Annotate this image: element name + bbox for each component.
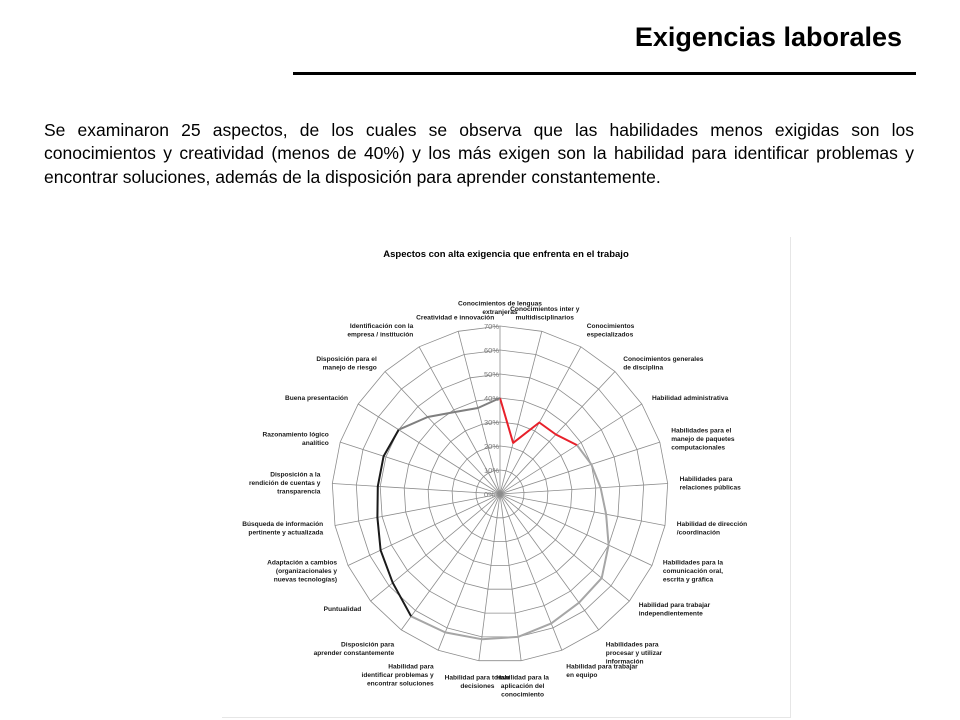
grid-spoke	[371, 494, 500, 601]
category-label: Habilidades para la comunicación oral, escrita y gráfica	[662, 559, 724, 584]
category-label: Habilidades para el manejo de paquetes computacionales	[671, 427, 735, 452]
slide-title: Exigencias laborales	[634, 22, 902, 52]
category-label: Buena presentación	[284, 395, 348, 403]
category-label: Conocimientos de lenguas extranjeras	[458, 300, 542, 316]
grid-spoke	[500, 404, 642, 494]
category-label: Disposición a la rendición de cuentas y transparencia	[248, 471, 321, 496]
grid-spoke	[332, 484, 500, 495]
radar-chart	[222, 237, 790, 717]
category-label: Conocimientos inter y multidisciplinarios	[510, 306, 580, 322]
grid-spoke	[500, 484, 668, 495]
grid-spoke	[348, 494, 500, 566]
category-label: Habilidad para identificar problemas y encontrar soluciones	[361, 663, 434, 688]
grid-spoke	[500, 494, 652, 566]
category-label: Habilidad para tomar decisiones	[444, 674, 511, 691]
category-label: Razonamiento lógico analítico	[262, 431, 329, 448]
category-label: Búsqueda de información pertinente y actualizada	[242, 521, 324, 537]
category-label: Habilidad administrativa	[652, 395, 729, 403]
grid-spoke	[438, 494, 500, 650]
category-label: Habilidades para relaciones públicas	[679, 475, 741, 492]
radial-tick-label: 70%	[484, 322, 500, 331]
grid-spoke	[500, 494, 629, 601]
radial-tick-label: 30%	[484, 418, 500, 427]
grid-spoke	[335, 494, 500, 526]
radial-tick-label: 20%	[484, 442, 500, 451]
chart-title: Aspectos con alta exigencia que enfrenta en el trabajo	[383, 249, 629, 260]
category-label: Adaptación a cambios (organizacionales y nuevas tecnologías)	[267, 559, 338, 584]
radar-chart-panel	[222, 237, 791, 718]
slide-description: Se examinaron 25 aspectos, de los cuales se observa que las habilidades menos exigidas son los conocimientos y creatividad (menos de 40%) y los más exigen son la habilidad para identificar problemas y encontrar soluciones, además de la disposición para aprender constantemente.	[44, 119, 914, 187]
radial-tick-label: 0%	[484, 490, 495, 499]
radial-tick-label: 60%	[484, 346, 500, 355]
title-underline	[293, 72, 916, 75]
category-label: Habilidad para trabajar independientemente	[638, 602, 711, 618]
category-label: Habilidad para trabajar en equipo	[566, 663, 638, 679]
category-label: Creatividad e innovación	[416, 314, 495, 322]
category-label: Habilidades para procesar y utilizar información	[605, 641, 663, 666]
category-label: Habilidad para la aplicación del conocimiento	[496, 674, 549, 699]
series-line	[377, 430, 411, 617]
category-label: Disposición para aprender constantemente	[313, 641, 395, 658]
category-label: Conocimientos especializados	[586, 322, 635, 339]
category-label: Conocimientos generales de disciplina	[623, 356, 704, 372]
radial-tick-label: 10%	[484, 466, 500, 475]
grid-spoke	[500, 494, 562, 650]
series-line	[500, 398, 577, 445]
series-line	[411, 445, 608, 639]
category-label: Disposición para el manejo de riesgo	[316, 356, 377, 372]
grid-spoke	[500, 331, 542, 494]
category-label: Habilidad de dirección /coordinación	[676, 521, 748, 537]
grid-spoke	[500, 494, 665, 526]
category-label: Puntualidad	[323, 606, 362, 614]
radial-tick-label: 50%	[484, 370, 500, 379]
radial-tick-label: 40%	[484, 394, 500, 403]
category-label: Identificación con la empresa / institución	[347, 322, 414, 339]
